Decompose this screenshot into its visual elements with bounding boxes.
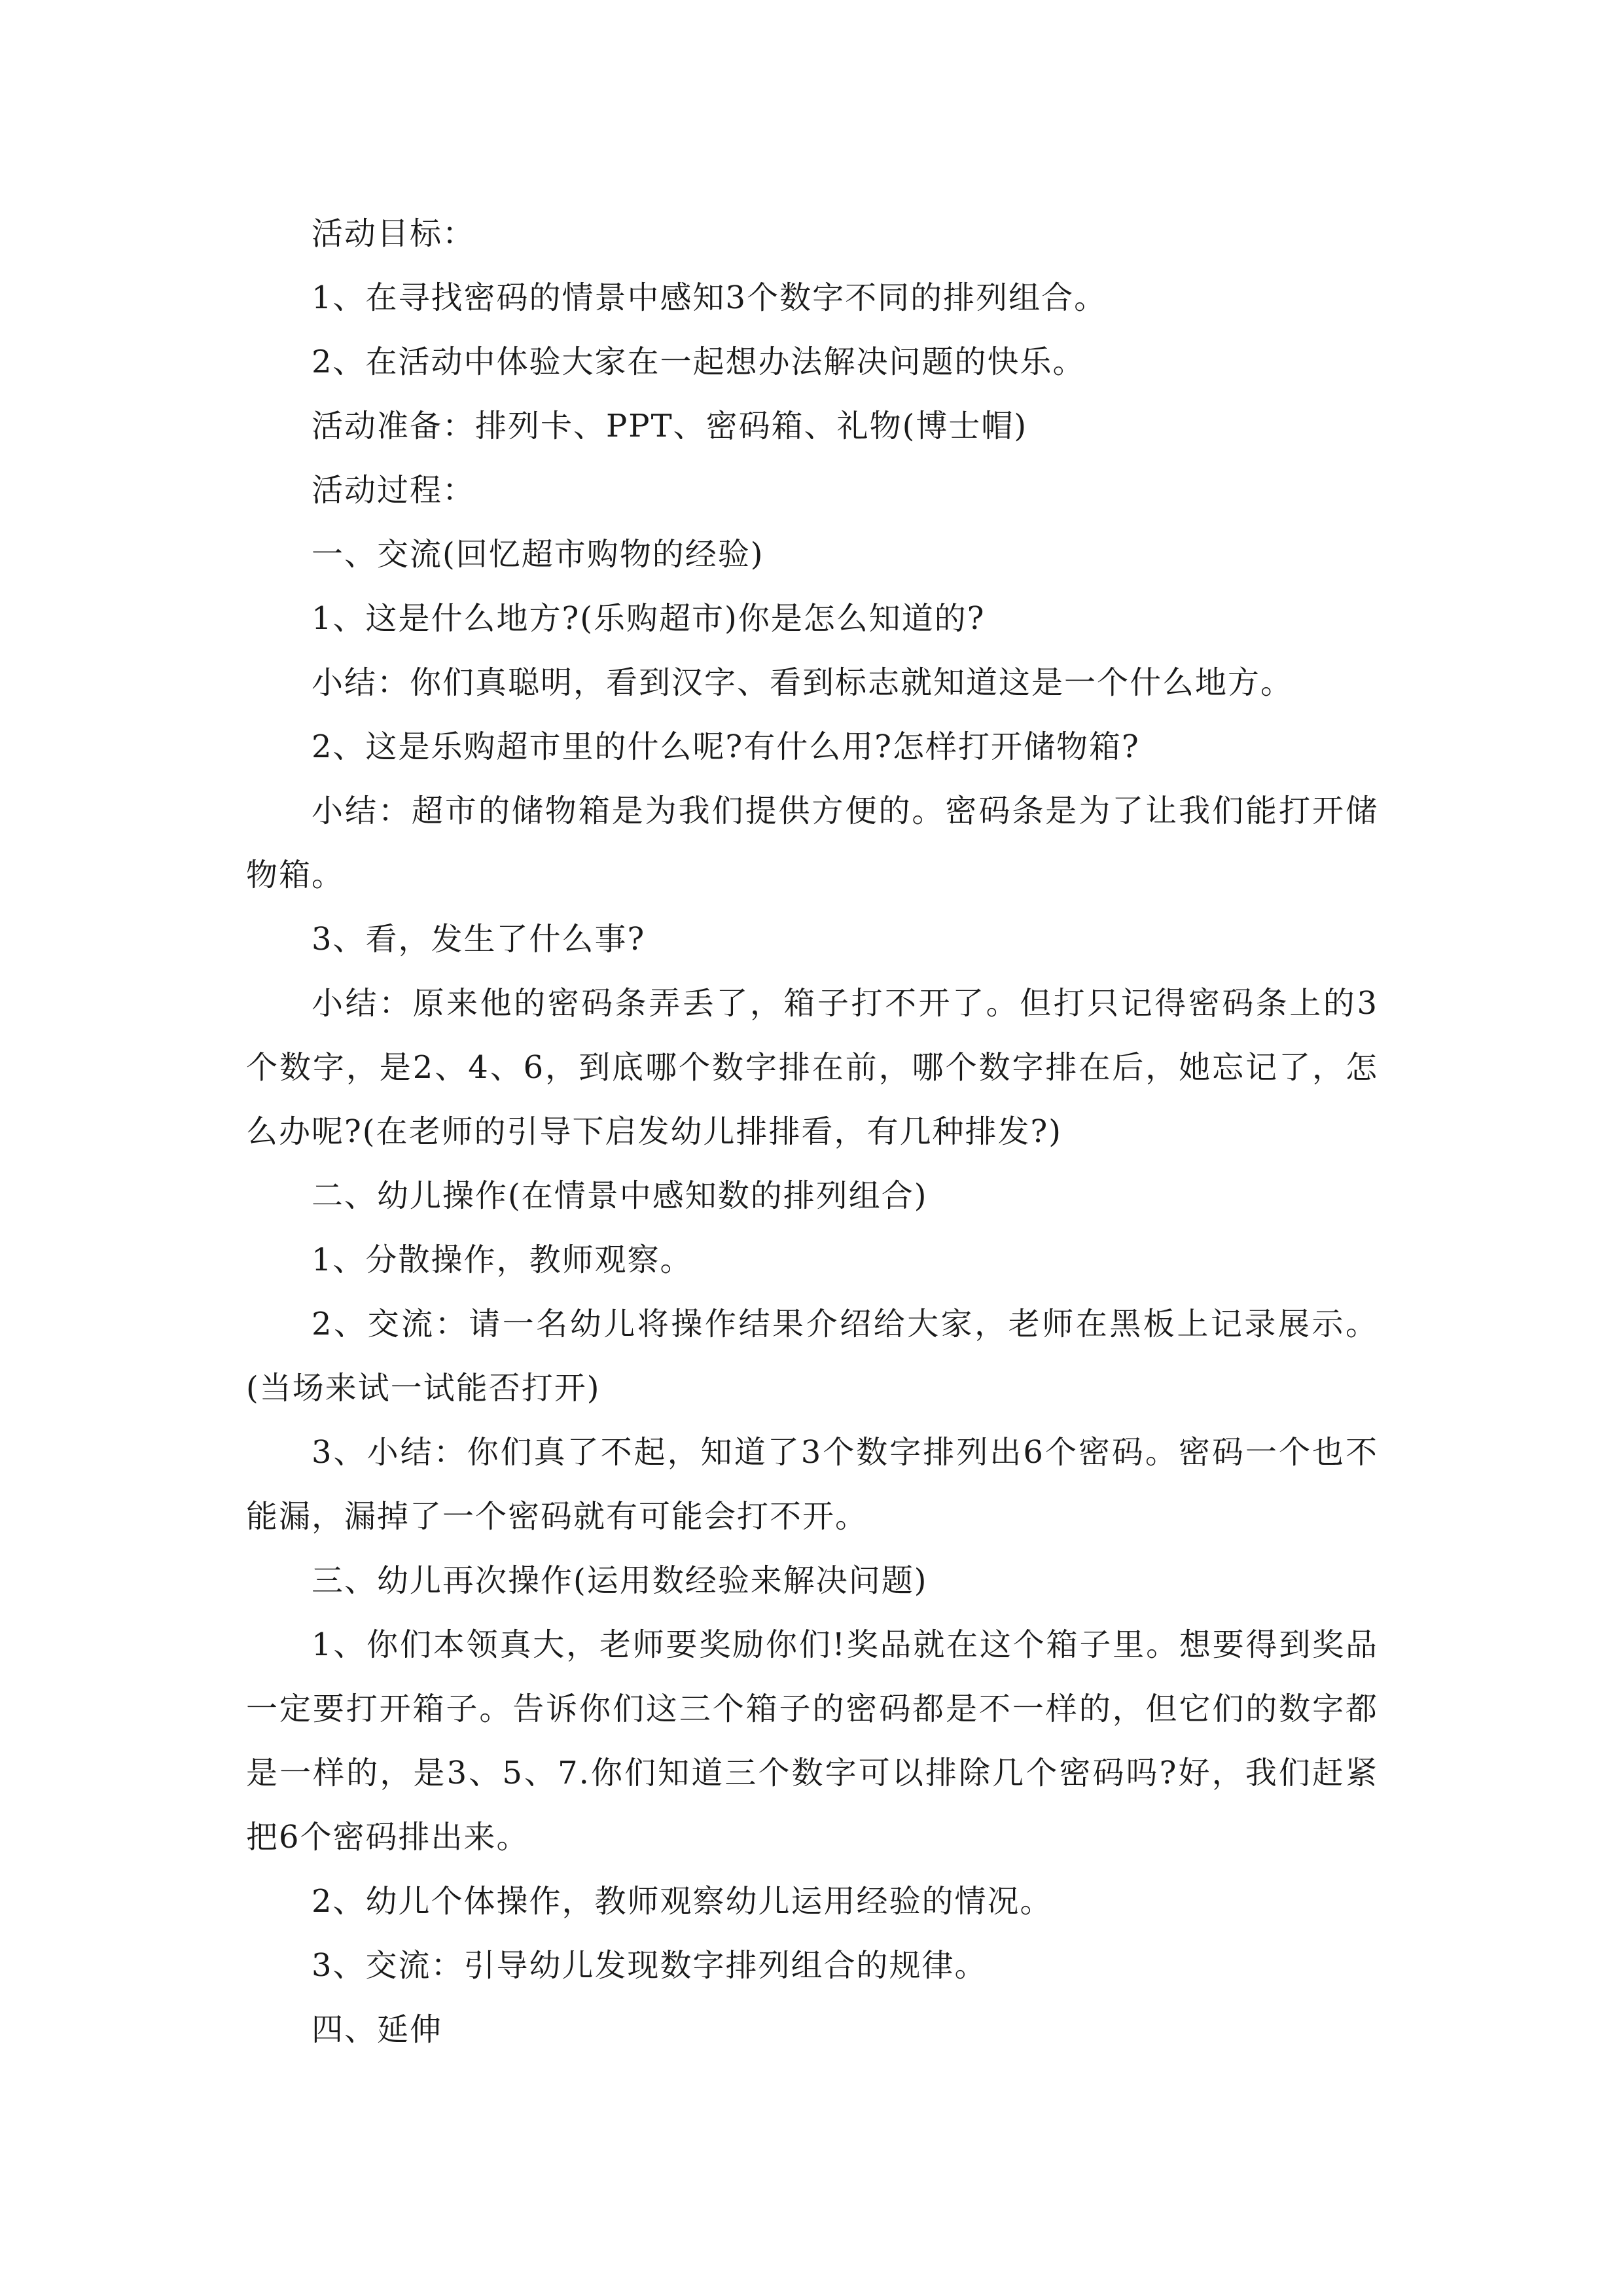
paragraph: 2、在活动中体验大家在一起想办法解决问题的快乐。 (312, 344, 1086, 380)
paragraph: 1、你们本领真大，老师要奖励你们!奖品就在这个箱子里。想要得到奖品一定要打开箱子。告诉你们这三个箱子的密码都是不一样的，但它们的数字都是一样的，是3、5、7.你们知道三个数字可以排除几个密码吗?好，我们赶紧把6个密码排出来。 (246, 1626, 1378, 1856)
paragraph: 1、这是什么地方?(乐购超市)你是怎么知道的? (312, 600, 986, 637)
paragraph: 小结：你们真聪明，看到汉字、看到标志就知道这是一个什么地方。 (312, 664, 1294, 701)
paragraph: 小结：超市的储物箱是为我们提供方便的。密码条是为了让我们能打开储物箱。 (246, 793, 1378, 893)
paragraph: 2、交流：请一名幼儿将操作结果介绍给大家，老师在黑板上记录展示。(当场来试一试能否打开) (246, 1306, 1378, 1407)
paragraph: 1、分散操作，教师观察。 (312, 1242, 693, 1278)
subsection-heading: 四、延伸 (312, 2011, 443, 2048)
paragraph: 小结：原来他的密码条弄丢了，箱子打不开了。但打只记得密码条上的3个数字，是2、4、6，到底哪个数字排在前，哪个数字排在后，她忘记了，怎么办呢?(在老师的引导下启发幼儿排排看，有几种排发?) (246, 985, 1378, 1150)
paragraph: 3、看，发生了什么事? (312, 921, 646, 958)
subsection-heading: 三、幼儿再次操作(运用数经验来解决问题) (312, 1562, 928, 1599)
paragraph: 活动准备：排列卡、PPT、密码箱、礼物(博士帽) (312, 408, 1028, 444)
subsection-heading: 二、幼儿操作(在情景中感知数的排列组合) (312, 1177, 928, 1214)
document-body (246, 202, 1378, 2062)
section-heading-goals: 活动目标： (312, 215, 476, 252)
paragraph: 3、交流：引导幼儿发现数字排列组合的规律。 (312, 1947, 988, 1984)
paragraph: 2、这是乐购超市里的什么呢?有什么用?怎样打开储物箱? (312, 728, 1140, 765)
paragraph: 1、在寻找密码的情景中感知3个数字不同的排列组合。 (312, 279, 1107, 316)
subsection-heading: 一、交流(回忆超市购物的经验) (312, 536, 764, 573)
paragraph: 2、幼儿个体操作，教师观察幼儿运用经验的情况。 (312, 1883, 1053, 1920)
paragraph: 3、小结：你们真了不起，知道了3个数字排列出6个密码。密码一个也不能漏，漏掉了一个密码就有可能会打不开。 (246, 1434, 1378, 1535)
section-heading-process: 活动过程： (312, 472, 476, 509)
